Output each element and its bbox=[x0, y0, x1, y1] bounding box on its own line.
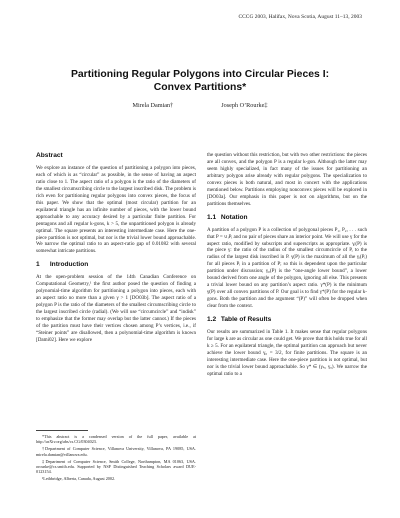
intro-number: 1 bbox=[36, 261, 40, 269]
footnote-4: ¹Lethbridge, Alberta, Canada, August 2002. bbox=[42, 476, 116, 482]
footnotes bbox=[36, 430, 196, 483]
abstract-text: We explore an instance of the question of partitioning a polygon into pieces, each of which is as “circular” as possible, in the sense of having an aspect ratio close to 1. The aspect ratio of a polygon is the ratio of the diameters of the smallest circumscribing circle to the largest inscribed disk. The problem is rich even for partitioning regular polygons into convex pieces, the focus of this paper. We show that the optimal (most circular) partition for an equilateral triangle has an infinite number of pieces, with the lower bound approachable to any accuracy desired by a particular finite partition. For pentagons and all regular k-gons, k > 5, the unpartitioned polygon is already optimal. The square presents an interesting intermediate case. Here the one-piece partition is not optimal, but nor is the trivial lower bound approachable. We narrow the optimal ratio to an aspect-ratio gap of 0.01082 with several somewhat intricate partitions. bbox=[36, 165, 196, 255]
running-head: CCCG 2003, Halifax, Nova Scotia, August 11–13, 2003 bbox=[238, 14, 362, 20]
notation-number: 1.1 bbox=[207, 213, 217, 221]
right-column bbox=[207, 152, 367, 512]
paper-title bbox=[0, 68, 400, 94]
results-number: 1.2 bbox=[207, 316, 217, 324]
footnote-1: *This abstract is a condensed version of the full paper, available at http://arXiv.org/abs/cs.CG/0304023. bbox=[36, 434, 196, 445]
notation-heading bbox=[207, 214, 367, 221]
author-list bbox=[0, 102, 400, 109]
results-heading bbox=[207, 316, 367, 323]
results-title: Table of Results bbox=[220, 316, 272, 324]
footnote-2: †Department of Computer Science, Villanova University, Villanova, PA 19085, USA. mirela.damian@villanova.edu. bbox=[36, 446, 196, 457]
intro-heading bbox=[36, 261, 196, 268]
results-text: Our results are summarized in Table 1. It makes sense that regular polygons for large k are as circular as one could get. We prove that this holds true for all k ≥ 5. For an equilateral triangle, the optimal partition can approach but never achieve the lower bound γ₀ = 3/2, for finite partitions. The square is an interesting intermediate case. Here the one-piece partition is not optimal, but nor is the trivial lower bound approachable. So γ* ∈ (γₗₒ, γᵤ). We narrow the optimal ratio to a bbox=[207, 329, 367, 377]
footnote-rule bbox=[36, 430, 88, 431]
title-line-1: Partitioning Regular Polygons into Circular Pieces I: bbox=[70, 69, 330, 80]
intro-title: Introduction bbox=[49, 261, 89, 269]
author-1: Mirela Damian† bbox=[132, 102, 174, 109]
notation-text: A partition of a polygon P is a collection of polygonal pieces P₁, P₂, . . . such that P = ∪ᵢPᵢ and no pair of pieces share an interior point. We will use γ for the aspect ratio, modified by subscripts and superscripts as appropriate. γᵢ(P) is the piece γ: the ratio of the radius of the smallest circumcircle of P, to the radius of the largest disk inscribed in P. γ(P) is the maximum of all the γᵢ(Pᵢ) for all pieces Pᵢ in a partition of P; so this is dependent upon the particular partition under discussion; γ₀(P) is the “one-angle lower bound”, a lower bound derived from one angle of the polygon, ignoring all else. This presents a trivial lower bound on any partition’s aspect ratio. γ*(P) is the minimum γ(P) over all convex partitions of P. Our goal is to find γ*(P) for the regular k-gons. Both the partition and the argument “(P)” will often be dropped when clear from the context. bbox=[207, 226, 367, 310]
author-2: Joseph O’Rourke‡ bbox=[221, 102, 268, 109]
footnote-3: ‡Department of Computer Science, Smith College, Northampton, MA 01063, USA. orourke@cs.smith.edu. Supported by NSF Distinguished Teaching Scholars award DUE-0123154. bbox=[36, 458, 196, 475]
abstract-heading: Abstract bbox=[36, 152, 63, 159]
right-intro-text: the question without this restriction, but with two other restrictions: the pieces are all convex, and the polygon P is a regular k-gon. Although the latter may seem highly specialized, in fact many of the issues for partitioning an arbitrary polygon arise already with regular polygons. The specialization to convex pieces is both natural, and most in concert with the applications mentioned below. Partitions employing nonconvex pieces will be explored in [DO03a]. Our emphasis in this paper is not on algorithms, but on the partitions themselves. bbox=[207, 152, 367, 207]
notation-title: Notation bbox=[220, 213, 248, 221]
intro-text: At the open-problem session of the 14th Canadian Conference on Computational Geometry,¹ the first author posed the question of finding a polynomial-time algorithm for partitioning a polygon into pieces, each with an aspect ratio no more than a given γ > 1 [DO03b]. The aspect ratio of a polygon P is the ratio of the diameters of the smallest circumscribing circle to the largest inscribed circle (radial). (We will use “circumcircle” and “indisk” to emphasize that the former may overlap but the latter cannot.) If the pieces of the partition must have their vertices chosen among P’s vertices, i.e., if “Steiner points” are disallowed, then a polynomial-time algorithm is known [Dami02]. Here we explore bbox=[36, 274, 196, 343]
title-line-2: Convex Partitions* bbox=[153, 82, 247, 93]
